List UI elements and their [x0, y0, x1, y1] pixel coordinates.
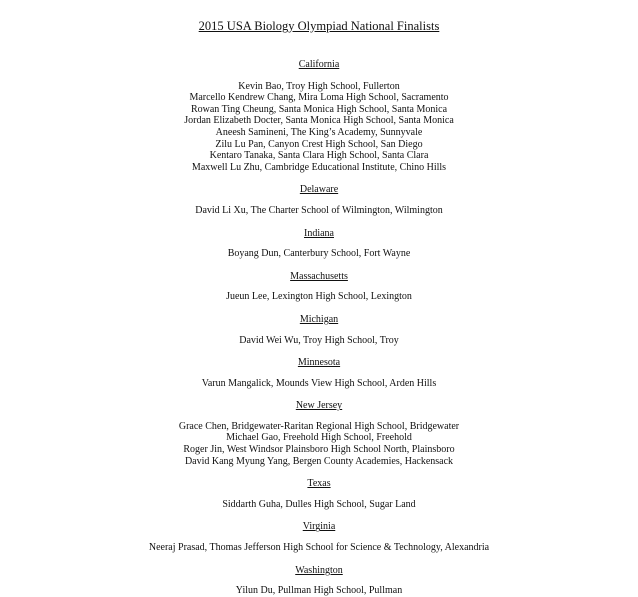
state-section — [0, 400, 638, 467]
finalist-entry: Maxwell Lu Zhu, Cambridge Educational Institute, Chino Hills — [191, 161, 447, 173]
finalist-entry: Zilu Lu Pan, Canyon Crest High School, San Diego — [215, 138, 423, 150]
finalist-entry: Jueun Lee, Lexington High School, Lexington — [226, 291, 412, 303]
state-section — [0, 478, 638, 510]
state-section — [0, 271, 638, 303]
state-heading: Massachusetts — [290, 270, 348, 282]
finalist-entry: Yilun Du, Pullman High School, Pullman — [235, 585, 403, 597]
finalist-entry: David Wei Wu, Troy High School, Troy — [239, 334, 399, 346]
state-heading: New Jersey — [295, 400, 343, 412]
finalist-entry: Jordan Elizabeth Docter, Santa Monica High School, Santa Monica — [184, 115, 454, 127]
finalist-entry: Roger Jin, West Windsor Plainsboro High School North, Plainsboro — [183, 444, 455, 456]
state-heading: Michigan — [299, 313, 339, 325]
state-heading: Indiana — [304, 227, 334, 239]
finalist-entry: Grace Chen, Bridgewater-Raritan Regional High School, Bridgewater — [178, 420, 460, 432]
state-heading: Washington — [295, 564, 343, 576]
state-section — [0, 184, 638, 216]
state-heading: Virginia — [302, 521, 336, 533]
finalist-entry: Aneesh Samineni, The King’s Academy, Sunnyvale — [215, 126, 423, 138]
finalist-entry: Marcello Kendrew Chang, Mira Loma High School, Sacramento — [189, 92, 449, 104]
state-section — [0, 521, 638, 553]
state-heading: Minnesota — [297, 357, 341, 369]
state-section — [0, 314, 638, 346]
finalist-entry: Michael Gao, Freehold High School, Freehold — [226, 432, 412, 444]
finalist-entry: Siddarth Guha, Dulles High School, Sugar Land — [222, 498, 416, 510]
finalist-entry: David Kang Myung Yang, Bergen County Academies, Hackensack — [184, 455, 454, 467]
finalist-entry: Kentaro Tanaka, Santa Clara High School, Santa Clara — [209, 150, 429, 162]
finalist-entry: David Li Xu, The Charter School of Wilmington, Wilmington — [195, 204, 443, 216]
finalist-entry: Neeraj Prasad, Thomas Jefferson High School for Science & Technology, Alexandria — [148, 542, 490, 554]
finalist-entry: Boyang Dun, Canterbury School, Fort Wayne — [227, 248, 411, 260]
state-heading: Texas — [307, 478, 331, 490]
finalist-entry: Kevin Bao, Troy High School, Fullerton — [238, 80, 400, 92]
state-heading: Delaware — [299, 184, 339, 196]
state-section — [0, 565, 638, 597]
finalists-by-state — [0, 59, 638, 597]
state-section — [0, 357, 638, 389]
state-section — [0, 59, 638, 173]
state-section — [0, 228, 638, 260]
document-title: 2015 USA Biology Olympiad National Finalists — [198, 19, 440, 33]
state-heading: California — [298, 59, 340, 70]
finalist-entry: Varun Mangalick, Mounds View High School, Arden Hills — [201, 377, 437, 389]
finalist-entry: Rowan Ting Cheung, Santa Monica High School, Santa Monica — [190, 103, 448, 115]
